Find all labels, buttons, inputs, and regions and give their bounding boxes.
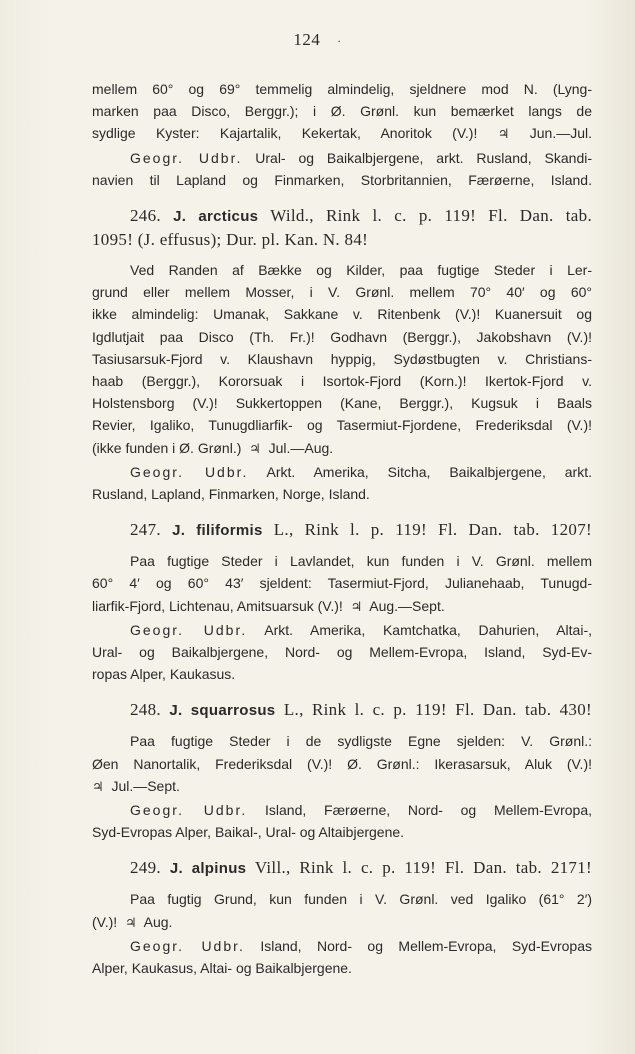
text-line: Paa fugtige Steder i Lavlandet, kun funden i V. Grønl. mellem (130, 553, 592, 570)
species-name: J. filiformis (172, 522, 263, 540)
geogr-label: Geogr. Udbr. (130, 149, 243, 166)
entry-number: 248. (130, 700, 161, 720)
geogr-label: Geogr. Udbr. (130, 463, 249, 480)
citation: Wild., Rink l. c. p. 119! Fl. Dan. tab. (270, 206, 592, 226)
text-line: ikke almindelig: Umanak, Sakkane v. Ritenbenk (V.)! Kuanersuit og (92, 306, 592, 323)
header-mark: · (337, 34, 342, 48)
text-line (92, 147, 592, 169)
text-line: 60° 4′ og 60° 43′ sjeldent: Tasermiut-Fjord, Julianehaab, Tunugd- (92, 575, 592, 592)
heading-line (92, 518, 592, 542)
flowering-period: Aug.—Sept. (369, 597, 445, 614)
geogr-label: Geogr. Udbr. (130, 937, 245, 954)
entry-text-247 (92, 550, 592, 685)
text-segment: (V.)! (92, 913, 118, 930)
citation: Vill., Rink l. c. p. 119! Fl. Dan. tab. 2171! (254, 858, 592, 878)
text-segment: Arkt. Amerika, Sitcha, Baikalbjergene, arkt. (266, 463, 592, 480)
perennial-symbol: ♃ (497, 127, 510, 143)
text-line: Rusland, Lapland, Finmarken, Norge, Island. (92, 486, 370, 503)
text-line (92, 799, 592, 821)
heading-line (92, 204, 592, 228)
perennial-symbol: ♃ (249, 441, 261, 457)
perennial-symbol: ♃ (92, 779, 104, 795)
entry-text-248 (92, 730, 592, 843)
geogr-label: Geogr. Udbr. (130, 621, 248, 638)
entry-number: 246. (130, 206, 161, 226)
text-line (92, 775, 592, 799)
text-line: haab (Berggr.), Kororsuak i Isortok-Fjord (Korn.)! Ikertok-Fjord v. (92, 373, 592, 390)
paragraph-continued (92, 78, 592, 191)
heading-line (92, 856, 592, 880)
text-line: Tasiusarsuk-Fjord v. Klaushavn hyppig, Sydøstbugten v. Christians- (92, 350, 592, 367)
text-line: Ved Randen af Bække og Kilder, paa fugtige Steder i Ler- (130, 262, 592, 279)
text-line: Paa fugtige Steder i de sydligste Egne sjelden: V. Grønl.: (130, 733, 592, 750)
citation: L., Rink l. p. 119! Fl. Dan. tab. 1207! (273, 520, 592, 540)
text-line (92, 461, 592, 483)
citation: L., Rink l. c. p. 119! Fl. Dan. tab. 430! (283, 700, 592, 720)
text-line (92, 595, 592, 619)
text-line: navien til Lapland og Finmarken, Storbritannien, Færøerne, Island. (92, 171, 592, 188)
entry-number: 249. (130, 858, 161, 878)
species-name: J. squarrosus (169, 702, 276, 720)
text-line (92, 619, 592, 641)
text-line: ropas Alper, Kaukasus. (92, 666, 236, 683)
text-segment: Island, Nord- og Mellem-Evropa, Syd-Evropas (260, 937, 592, 954)
text-line (92, 935, 592, 957)
text-line: grund eller mellem Mosser, i V. Grønl. mellem 70° 40′ og 60° (92, 284, 592, 301)
perennial-symbol: ♃ (124, 915, 137, 931)
text-line: Revier, Igaliko, Tunugdliarfik- og Tasermiut-Fjordene, Frederiksdal (V.)! (92, 417, 592, 434)
text-line: Øen Nanortalik, Frederiksdal (V.)! Ø. Grønl.: Ikerasarsuk, Aluk (V.)! (92, 755, 592, 772)
entry-heading-247 (92, 518, 592, 542)
text-segment: sydlige Kyster: Kajartalik, Kekertak, Anoritok (V.)! (92, 125, 478, 142)
text-line (92, 122, 592, 146)
perennial-symbol: ♃ (350, 599, 363, 615)
text-line: Syd-Evropas Alper, Baikal-, Ural- og Altaibjergene. (92, 824, 405, 841)
species-name: J. arcticus (173, 208, 259, 226)
entry-text-249 (92, 888, 592, 979)
text-line: Ural- og Baikalbjergene, Nord- og Mellem-Evropa, Island, Syd-Ev- (92, 644, 592, 661)
geogr-label: Geogr. Udbr. (130, 802, 248, 819)
text-segment: liarfik-Fjord, Lichtenau, Amitsuarsuk (V.)! (92, 597, 343, 614)
citation: 1095! (J. effusus); Dur. pl. Kan. N. 84! (92, 230, 369, 250)
text-line: marken paa Disco, Berggr.); i Ø. Grønl. kun bemærket langs de (92, 103, 592, 120)
text-segment: Island, Færøerne, Nord- og Mellem-Evropa, (265, 802, 593, 819)
text-line: Paa fugtig Grund, kun funden i V. Grønl. ved Igaliko (61° 2′) (130, 891, 592, 908)
entry-number: 247. (130, 520, 161, 540)
page-number-text: 124 (293, 30, 321, 49)
page-number (0, 30, 635, 50)
flowering-period: Jul.—Sept. (111, 777, 180, 794)
entry-heading-246 (92, 204, 592, 251)
page-body (92, 78, 592, 979)
flowering-period: Aug. (143, 913, 173, 930)
text-line (92, 911, 592, 935)
text-line (92, 437, 592, 461)
text-segment: (ikke funden i Ø. Grønl.) (92, 439, 242, 456)
text-line: mellem 60° og 69° temmelig almindelig, sjeldnere mod N. (Lyng- (92, 81, 592, 97)
text-segment: Arkt. Amerika, Kamtchatka, Dahurien, Altai-, (264, 621, 592, 638)
entry-heading-249 (92, 856, 592, 880)
heading-line (92, 698, 592, 722)
text-line: Holstensborg (V.)! Sukkertoppen (Kane, Berggr.), Kugsuk i Baals (92, 395, 592, 412)
entry-heading-248 (92, 698, 592, 722)
text-segment: Ural- og Baikalbjergene, arkt. Rusland, Skandi- (255, 149, 593, 166)
flowering-period: Jun.—Jul. (529, 125, 592, 142)
text-line: Igdlutjait paa Disco (Th. Fr.)! Godhavn (Berggr.), Jakobshavn (V.)! (92, 328, 592, 345)
entry-text-246 (92, 259, 592, 505)
species-name: J. alpinus (169, 860, 247, 878)
text-line: Alper, Kaukasus, Altai- og Baikalbjergene. (92, 960, 352, 977)
flowering-period: Jul.—Aug. (268, 439, 334, 456)
